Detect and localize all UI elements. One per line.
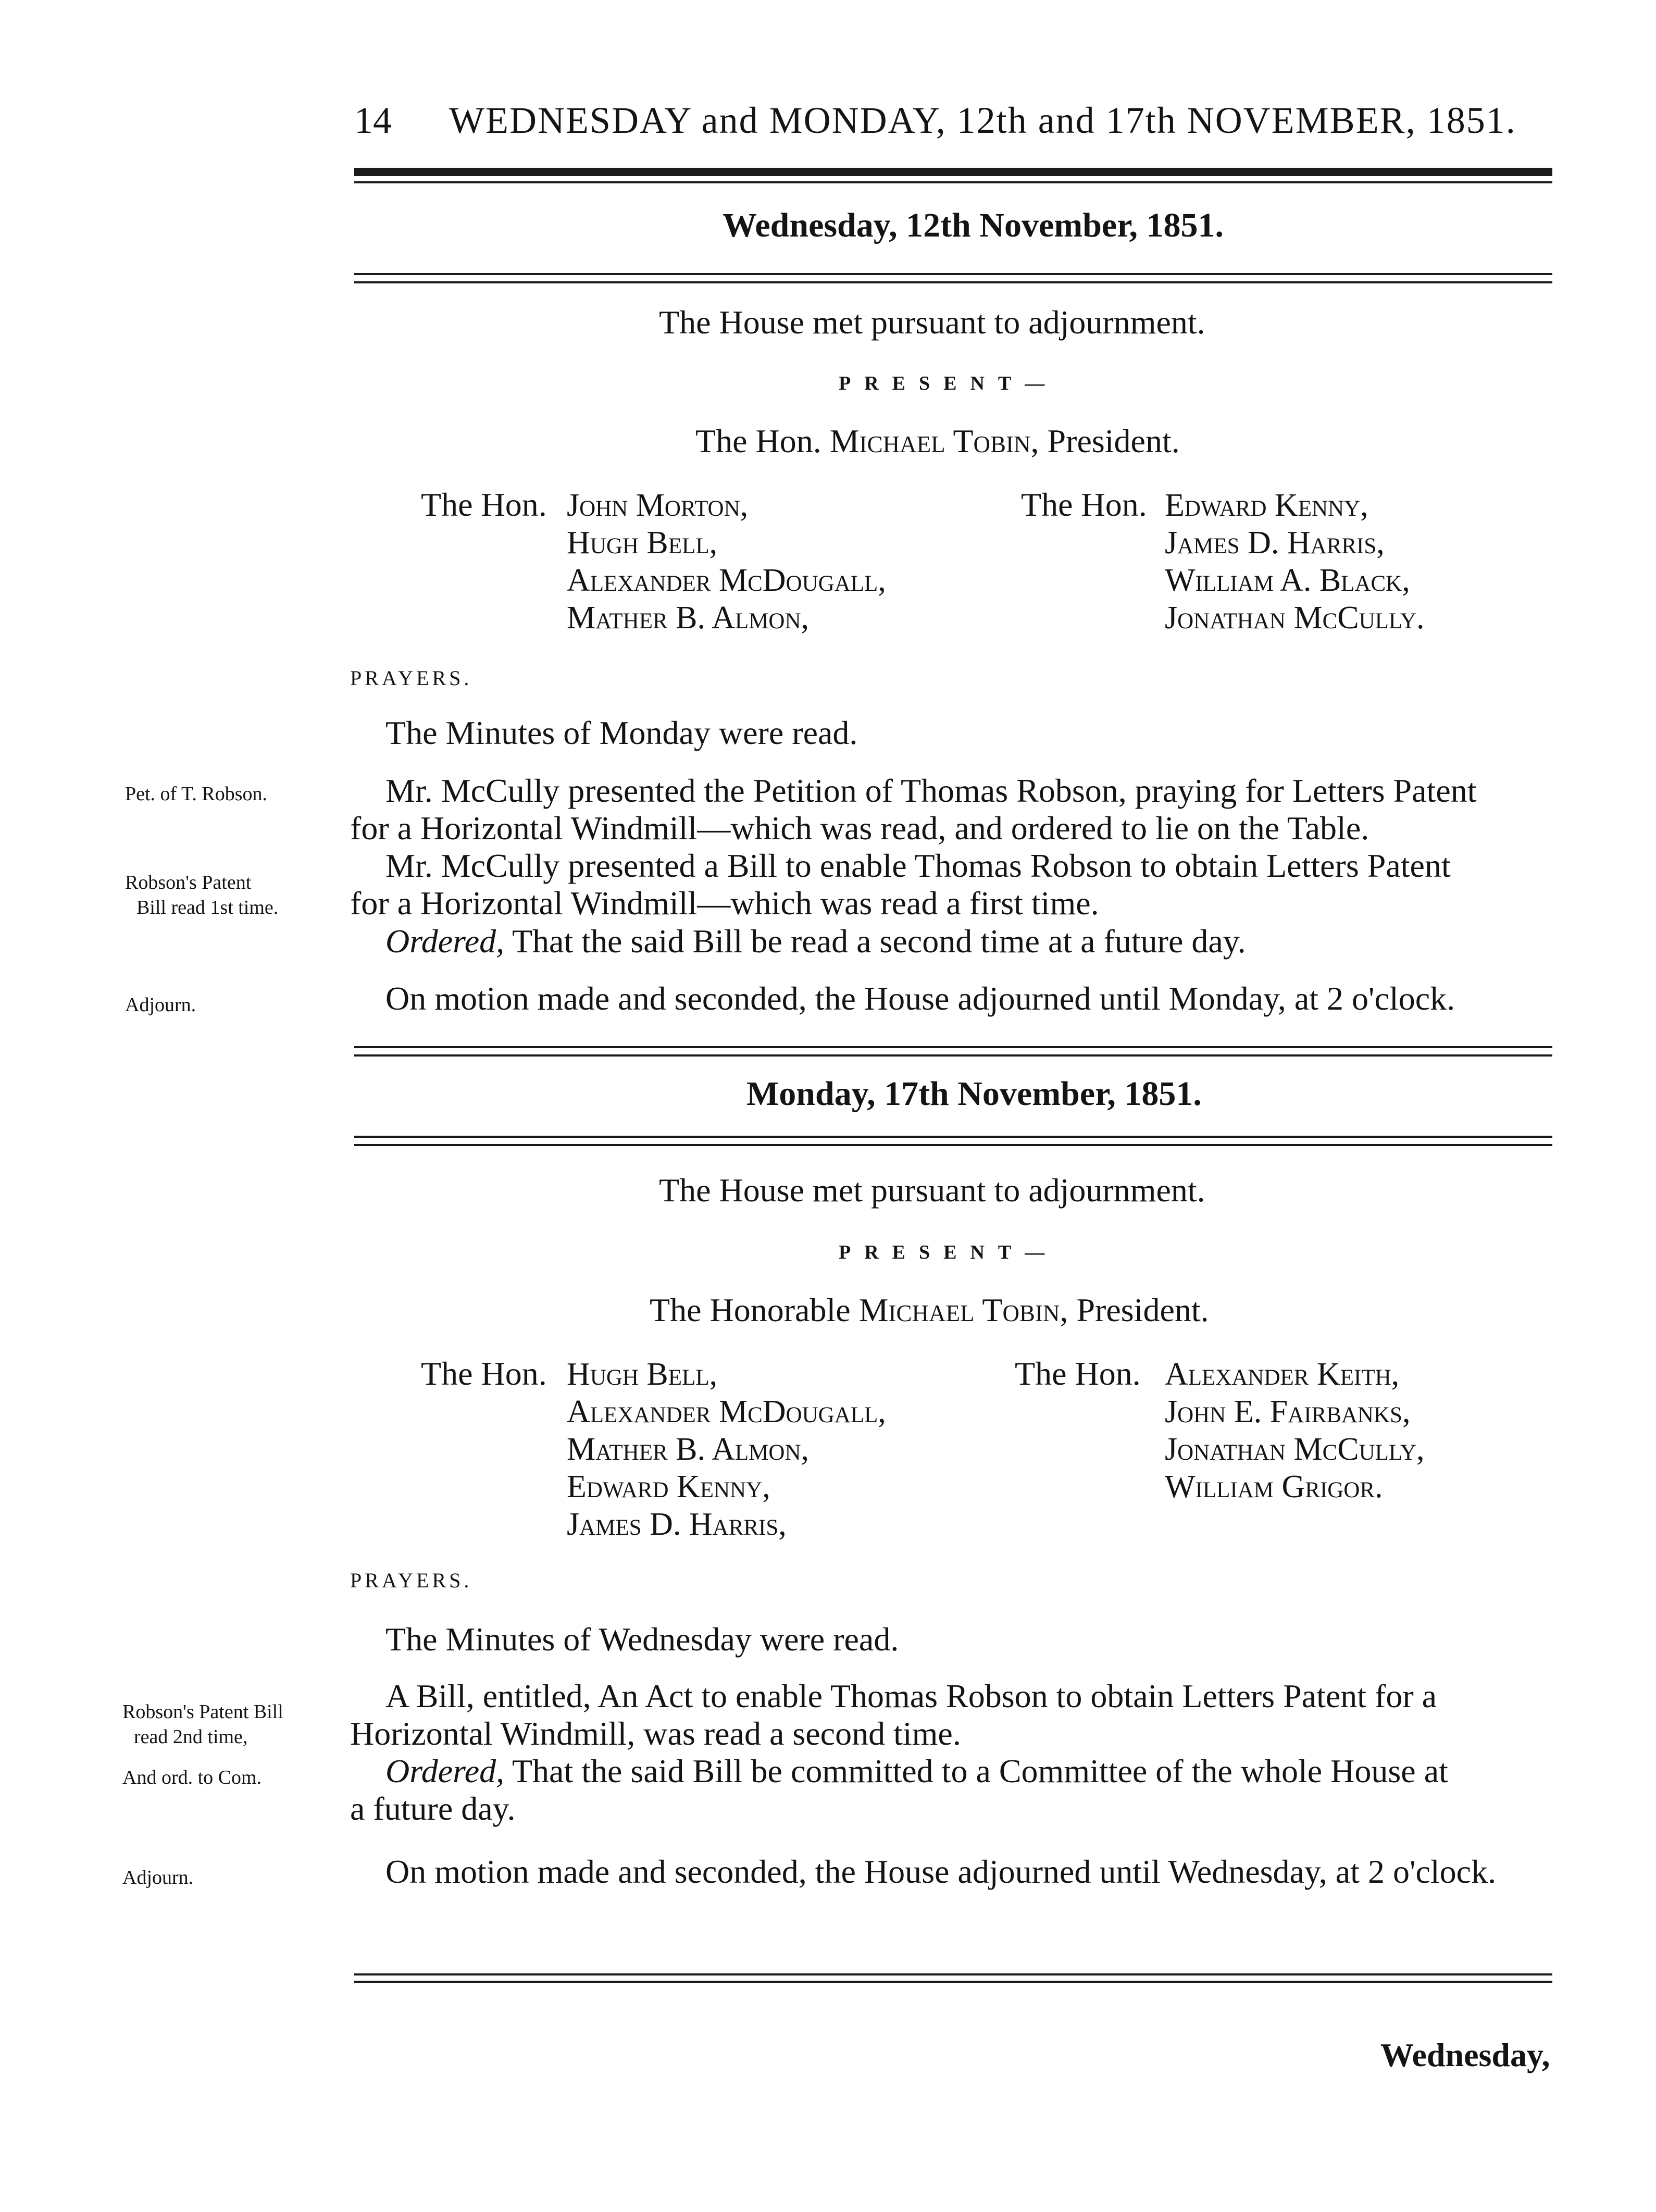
session1-prayers: PRAYERS. <box>350 666 472 690</box>
session2-president-name: Michael Tobin <box>858 1291 1060 1328</box>
member-name: John E. Fairbanks, <box>1165 1394 1411 1430</box>
session2-bill: A Bill, entitled, An Act to enable Thomas Robson to obtain Letters Patent for a Horizontal Windmill, was read a second time. <box>350 1677 1437 1752</box>
member-name: Alexander Keith, <box>1165 1357 1400 1392</box>
session1-adjourn: On motion made and seconded, the House adjourned until Monday, at 2 o'clock. <box>385 980 1455 1017</box>
session2-ordered: Ordered, That the said Bill be committed to a Committee of the whole House at a future day. <box>350 1753 1448 1827</box>
margin-note-adjourn-2: Adjourn. <box>122 1867 194 1888</box>
member-name: Mather B. Almon, <box>567 1432 809 1467</box>
member-name: John Morton, <box>567 488 749 523</box>
session1-right-prefix: The Hon. <box>1021 486 1147 523</box>
margin-note-petition: Pet. of T. Robson. <box>125 783 268 805</box>
session2-right-prefix: The Hon. <box>1015 1355 1141 1392</box>
member-name: Jonathan McCully, <box>1165 1432 1425 1467</box>
session1-president: The Hon. Michael Tobin, President. <box>695 422 1180 459</box>
session2-right-members <box>1165 1356 1424 1506</box>
session2-president: The Honorable Michael Tobin, President. <box>650 1291 1209 1328</box>
session1-present: PRESENT— <box>839 372 1059 394</box>
session2-met: The House met pursuant to adjournment. <box>659 1172 1205 1209</box>
session1-met: The House met pursuant to adjournment. <box>659 304 1205 341</box>
session1-president-name: Michael Tobin <box>829 422 1031 459</box>
member-name: Alexander McDougall, <box>567 1394 886 1430</box>
member-name: James D. Harris, <box>567 1507 787 1542</box>
member-name: William Grigor. <box>1165 1469 1383 1505</box>
page-number: 14 <box>354 100 392 141</box>
member-name: Edward Kenny, <box>1165 488 1368 523</box>
member-name: Hugh Bell, <box>567 1357 718 1392</box>
member-name: Mather B. Almon, <box>567 600 809 636</box>
member-name: James D. Harris, <box>1165 525 1385 561</box>
footer-rule-b <box>354 1981 1552 1983</box>
margin-note-bill-first: Robson's Patent Bill read 1st time. <box>125 872 279 918</box>
session1-rule-b <box>354 281 1552 283</box>
session-divider-a <box>354 1046 1552 1048</box>
margin-note-bill-second: Robson's Patent Bill read 2nd time, <box>122 1701 283 1748</box>
member-name: Hugh Bell, <box>567 525 718 561</box>
member-name: Edward Kenny, <box>567 1469 770 1505</box>
session2-prayers: PRAYERS. <box>350 1569 472 1592</box>
session2-rule-a <box>354 1136 1552 1138</box>
session1-ordered: Ordered, That the said Bill be read a second time at a future day. <box>385 923 1246 960</box>
header-rule-thin <box>354 181 1552 183</box>
session1-left-members <box>567 487 886 637</box>
page-title: WEDNESDAY and MONDAY, 12th and 17th NOVEMBER, 1851. <box>449 100 1516 141</box>
session2-adjourn: On motion made and seconded, the House adjourned until Wednesday, at 2 o'clock. <box>385 1853 1497 1890</box>
header-rule-thick <box>354 168 1552 176</box>
footer-rule-a <box>354 1973 1552 1975</box>
session2-rule-b <box>354 1144 1552 1146</box>
session2-minutes: The Minutes of Wednesday were read. <box>385 1621 899 1658</box>
session1-left-prefix: The Hon. <box>421 486 547 523</box>
session2-left-prefix: The Hon. <box>421 1355 547 1392</box>
session-divider-b <box>354 1054 1552 1057</box>
session1-heading: Wednesday, 12th November, 1851. <box>723 206 1224 244</box>
member-name: William A. Black, <box>1165 563 1410 598</box>
session1-petition: Mr. McCully presented the Petition of Thomas Robson, praying for Letters Patent for a Horizontal Windmill—which was read, and ordered to lie on the Table. <box>350 772 1477 847</box>
session2-present: PRESENT— <box>839 1241 1059 1263</box>
member-name: Jonathan McCully. <box>1165 600 1425 636</box>
member-name: Alexander McDougall, <box>567 563 886 598</box>
catchword: Wednesday, <box>1380 2036 1550 2073</box>
session2-left-members <box>567 1356 886 1543</box>
margin-note-adjourn: Adjourn. <box>125 994 196 1016</box>
session1-right-members <box>1165 487 1424 637</box>
session1-bill: Mr. McCully presented a Bill to enable Thomas Robson to obtain Letters Patent for a Horizontal Windmill—which was read a first time. <box>350 847 1451 922</box>
session1-minutes: The Minutes of Monday were read. <box>385 714 858 751</box>
session1-rule-a <box>354 273 1552 275</box>
margin-note-committee: And ord. to Com. <box>122 1767 262 1788</box>
session2-heading: Monday, 17th November, 1851. <box>746 1075 1202 1113</box>
